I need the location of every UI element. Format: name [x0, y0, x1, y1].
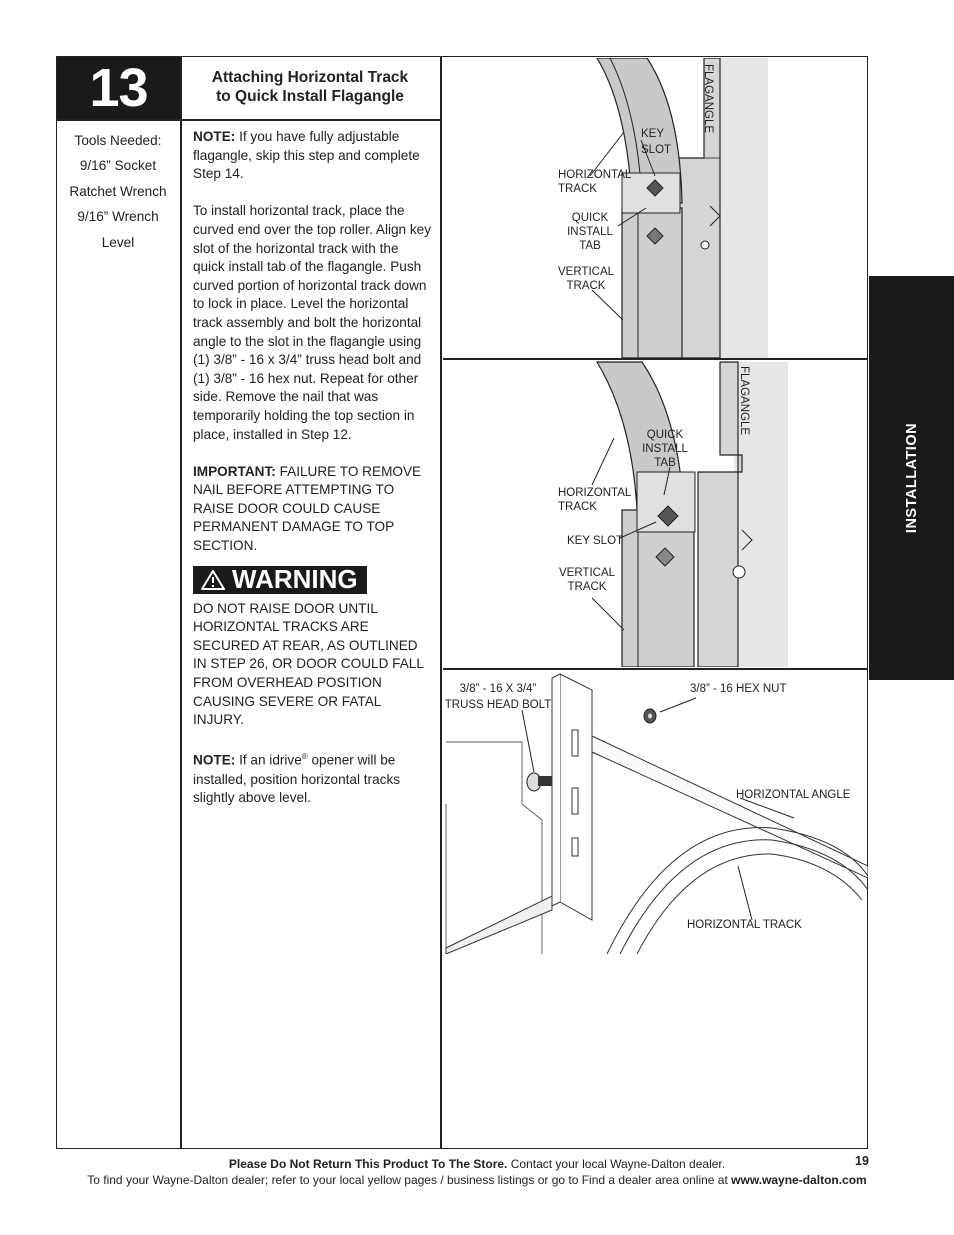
footer-text: Contact your local Wayne-Dalton dealer.	[507, 1157, 726, 1171]
registered-mark: ®	[301, 752, 308, 762]
tool-item: 9/16” Wrench	[77, 209, 159, 225]
instructions-paragraph: To install horizontal track, place the curved end over the top roller. Align key slot of the horizontal track with the quick install tab of the flagangle. Push curved portion of horizontal track down to lock in place. Level the horizontal track assembly and bolt the horizontal angle to the slot in the flagangle using (1) 3/8” - 16 x 3/4” truss head bolt and (1) 3/8” - 16 hex nut. Repeat for other side. Remove the nail that was temporarily holding the top section in place, installed in Step 12.	[193, 203, 432, 442]
warning-text: DO NOT RAISE DOOR UNTIL HORIZONTAL TRACKS ARE SECURED AT REAR, AS OUTLINED IN STEP 26, OR DOOR COULD FALL FROM OVERHEAD POSITION CAUSING SEVERE OR FATAL INJURY.	[193, 600, 424, 728]
leader-line	[592, 290, 623, 320]
note-paragraph	[193, 128, 433, 184]
flagangle-label: FLAGANGLE	[738, 366, 750, 436]
note-text: If you have fully adjustable flagangle, skip this step and complete Step 14.	[193, 129, 420, 182]
footer-bold: Please Do Not Return This Product To The Store.	[228, 1157, 508, 1171]
vertical-track-label: VERTICAL	[557, 266, 615, 278]
quick-install-tab-label: QUICK	[571, 212, 609, 224]
flagangle-shape	[698, 362, 742, 667]
website-link[interactable]: www.wayne-dalton.com	[731, 1173, 867, 1187]
warning-triangle-icon	[201, 570, 225, 590]
horizontal-track-arc	[607, 828, 868, 954]
note-label: NOTE:	[193, 752, 236, 768]
leader-line	[738, 866, 752, 920]
tool-item: 9/16” Socket	[79, 158, 157, 174]
horizontal-track-label: HORIZONTAL	[558, 487, 632, 499]
key-slot-label: KEY SLOT	[567, 535, 624, 547]
divider	[57, 119, 440, 121]
section-tab-label: INSTALLATION	[903, 422, 920, 534]
important-paragraph	[193, 463, 433, 556]
note-paragraph	[193, 748, 433, 807]
horizontal-angle	[592, 736, 868, 878]
warning-banner	[193, 566, 367, 594]
footer-line	[0, 1157, 954, 1171]
figure-angle-bolting	[442, 670, 868, 954]
instructions-column	[193, 128, 433, 826]
important-label: IMPORTANT:	[193, 463, 276, 479]
important-text: FAILURE TO REMOVE NAIL BEFORE ATTEMPTING TO RAISE DOOR COULD CAUSE PERMANENT DAMAGE TO TOP SECTION.	[193, 463, 422, 554]
hex-nut-label: 3/8” - 16 HEX NUT	[690, 683, 787, 695]
vertical-track	[622, 510, 694, 667]
truss-head-bolt-icon	[527, 773, 552, 791]
leader-line	[660, 698, 696, 712]
lower-rail	[446, 896, 552, 954]
step-title	[182, 68, 438, 106]
bolt-hole	[733, 566, 745, 578]
door-panel-outline	[446, 742, 542, 954]
leader-line	[522, 710, 534, 772]
quick-install-tab-label: TAB	[579, 240, 601, 252]
vertical-track-label: VERTICAL	[558, 567, 616, 579]
footer-line	[0, 1173, 954, 1187]
warning-title: WARNING	[232, 564, 358, 595]
horizontal-track-label: TRACK	[558, 183, 597, 195]
note-label: NOTE:	[193, 129, 236, 144]
tool-item: Ratchet Wrench	[69, 183, 167, 199]
title-line: Attaching Horizontal Track	[211, 69, 409, 86]
step-number: 13	[57, 57, 180, 119]
note-text: If an idrive	[235, 752, 302, 768]
bolt-label: 3/8” - 16 X 3/4”	[459, 683, 537, 695]
leader-line	[592, 438, 614, 485]
horizontal-track-label: HORIZONTAL TRACK	[687, 919, 802, 931]
horizontal-track-label: TRACK	[558, 501, 597, 513]
horizontal-track-label: HORIZONTAL	[558, 169, 632, 181]
quick-install-tab-label: QUICK	[646, 429, 684, 441]
horizontal-angle-label: HORIZONTAL ANGLE	[736, 789, 851, 801]
leader-line	[592, 598, 624, 630]
page-number: 19	[855, 1154, 869, 1168]
footer-text: To find your Wayne-Dalton dealer; refer to your local yellow pages / business listings or go to Find a dealer area online at	[87, 1173, 732, 1187]
figure-track-alignment	[442, 58, 868, 358]
section-tab	[869, 276, 954, 680]
quick-install-tab-label: INSTALL	[567, 226, 613, 238]
key-slot-label: KEY	[641, 128, 665, 140]
tool-item: Level	[101, 234, 135, 250]
quick-install-tab-label: INSTALL	[642, 443, 688, 455]
hex-nut-icon	[644, 709, 656, 723]
flagangle-label: FLAGANGLE	[702, 64, 714, 134]
bolt-label: TRUSS HEAD BOLT	[444, 699, 552, 711]
bolt-hole	[701, 241, 709, 249]
tools-heading: Tools Needed:	[74, 133, 162, 148]
key-slot-label: SLOT	[641, 144, 672, 156]
title-line: to Quick Install Flagangle	[216, 88, 404, 105]
flagangle-bracket	[552, 674, 592, 920]
vertical-track-label: TRACK	[566, 280, 606, 292]
wall-shading	[714, 58, 768, 358]
tools-needed	[58, 128, 178, 255]
divider	[180, 57, 182, 1149]
figure-track-locked	[442, 360, 868, 667]
vertical-track-label: TRACK	[567, 581, 607, 593]
note-text: opener will be installed, position horizontal tracks slightly above level.	[193, 752, 401, 806]
quick-install-tab-label: TAB	[654, 457, 676, 469]
